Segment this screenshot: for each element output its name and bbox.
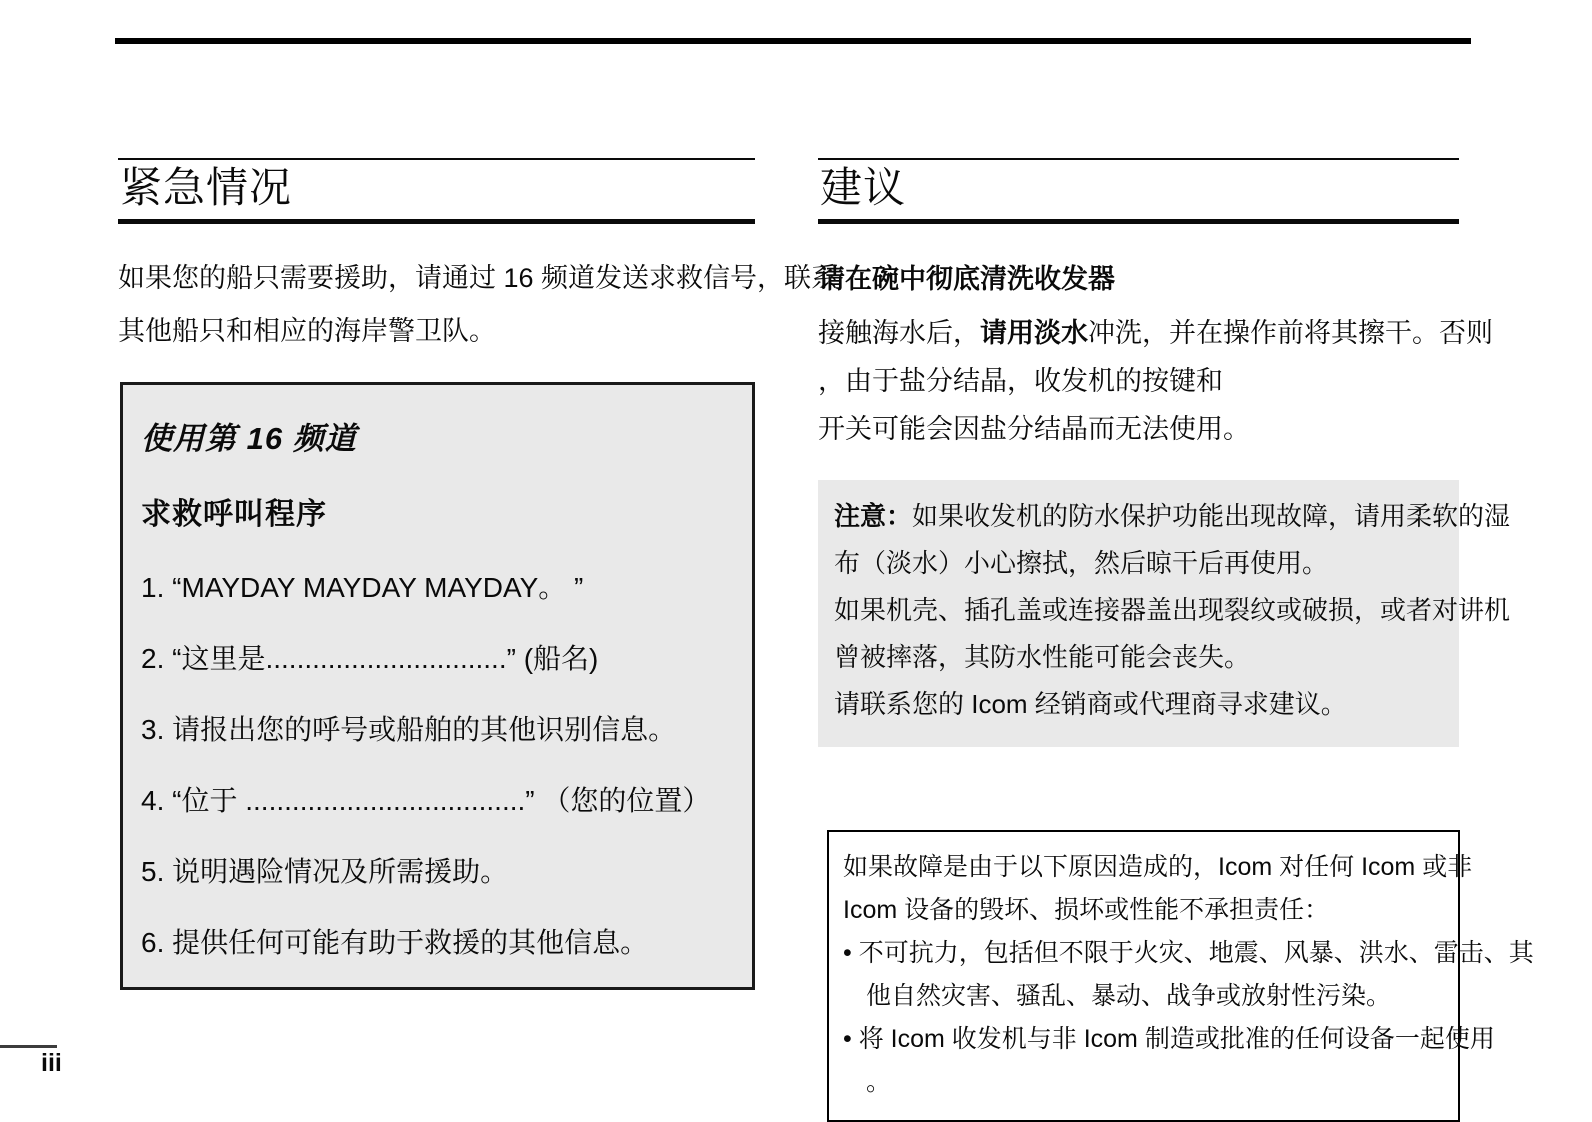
disclaimer-line: 。 — [866, 1068, 892, 1096]
channel16-procedure-box — [120, 382, 755, 990]
procedure-box-title: 使用第 16 频道 — [141, 421, 357, 456]
note-line: 请联系您的 Icom 经销商或代理商寻求建议。 — [834, 689, 1347, 719]
page-number: iii — [41, 1049, 62, 1077]
note-line — [834, 493, 1511, 540]
distress-step: 1. “MAYDAY MAYDAY MAYDAY。 ” — [141, 572, 584, 603]
note-label: 注意： — [834, 501, 913, 531]
advice-paragraph — [818, 309, 1493, 453]
advice-heading: 建议 — [818, 158, 1459, 224]
disclaimer-line: 如果故障是由于以下原因造成的，Icom 对任何 Icom 或非 — [843, 853, 1473, 881]
advice-section — [818, 158, 1534, 1096]
distress-step: 2. “这里是...............................” (船名) — [141, 643, 599, 674]
procedure-box-subtitle: 求救呼叫程序 — [141, 498, 327, 531]
note-line: 曾被摔落，其防水性能可能会丧失。 — [834, 642, 1251, 672]
distress-step: 6. 提供任何可能有助于救援的其他信息。 — [141, 927, 649, 958]
advice-title: 请在碗中彻底清洗收发器 — [818, 264, 1115, 294]
advice-line — [818, 309, 1493, 357]
disclaimer-line: 他自然灾害、骚乱、暴动、战争或放射性污染。 — [866, 982, 1392, 1010]
distress-step: 5. 说明遇险情况及所需援助。 — [141, 856, 509, 887]
disclaimer-line: • 不可抗力，包括但不限于火灾、地震、风暴、洪水、雷击、其 — [843, 939, 1534, 967]
emergency-heading: 紧急情况 — [118, 158, 755, 224]
note-line: 布（淡水）小心擦拭，然后晾干后再使用。 — [834, 548, 1329, 578]
distress-call-steps — [141, 572, 736, 959]
advice-line: ，由于盐分结晶，收发机的按键和 — [818, 366, 1223, 396]
advice-line-post: 冲洗，并在操作前将其擦干。否则 — [1088, 318, 1493, 348]
disclaimer-line: • 将 Icom 收发机与非 Icom 制造或批准的任何设备一起使用 — [843, 1025, 1495, 1053]
disclaimer-line: Icom 设备的毁坏、损坏或性能不承担责任： — [843, 896, 1330, 924]
footer-rule — [0, 1045, 57, 1048]
note-line: 如果机壳、插孔盖或连接器盖出现裂纹或破损，或者对讲机 — [834, 595, 1511, 625]
advice-line: 开关可能会因盐分结晶而无法使用。 — [818, 414, 1250, 444]
advice-line-bold: 请用淡水 — [980, 318, 1088, 348]
note-line-rest: 如果收发机的防水保护功能出现故障，请用柔软的湿 — [912, 501, 1511, 531]
intro-line: 其他船只和相应的海岸警卫队。 — [118, 316, 496, 346]
distress-step: 4. “位于 ....................................” （您的位置） — [141, 785, 711, 816]
emergency-section — [118, 158, 839, 990]
icom-disclaimer-box — [827, 830, 1534, 1122]
intro-line: 如果您的船只需要援助，请通过 16 频道发送求救信号，联系 — [118, 263, 839, 293]
advice-line-pre: 接触海水后， — [818, 318, 980, 348]
page-top-rule — [115, 38, 1471, 44]
distress-step: 3. 请报出您的呼号或船舶的其他识别信息。 — [141, 714, 677, 745]
caution-note-box — [818, 480, 1511, 747]
emergency-intro — [118, 252, 839, 358]
